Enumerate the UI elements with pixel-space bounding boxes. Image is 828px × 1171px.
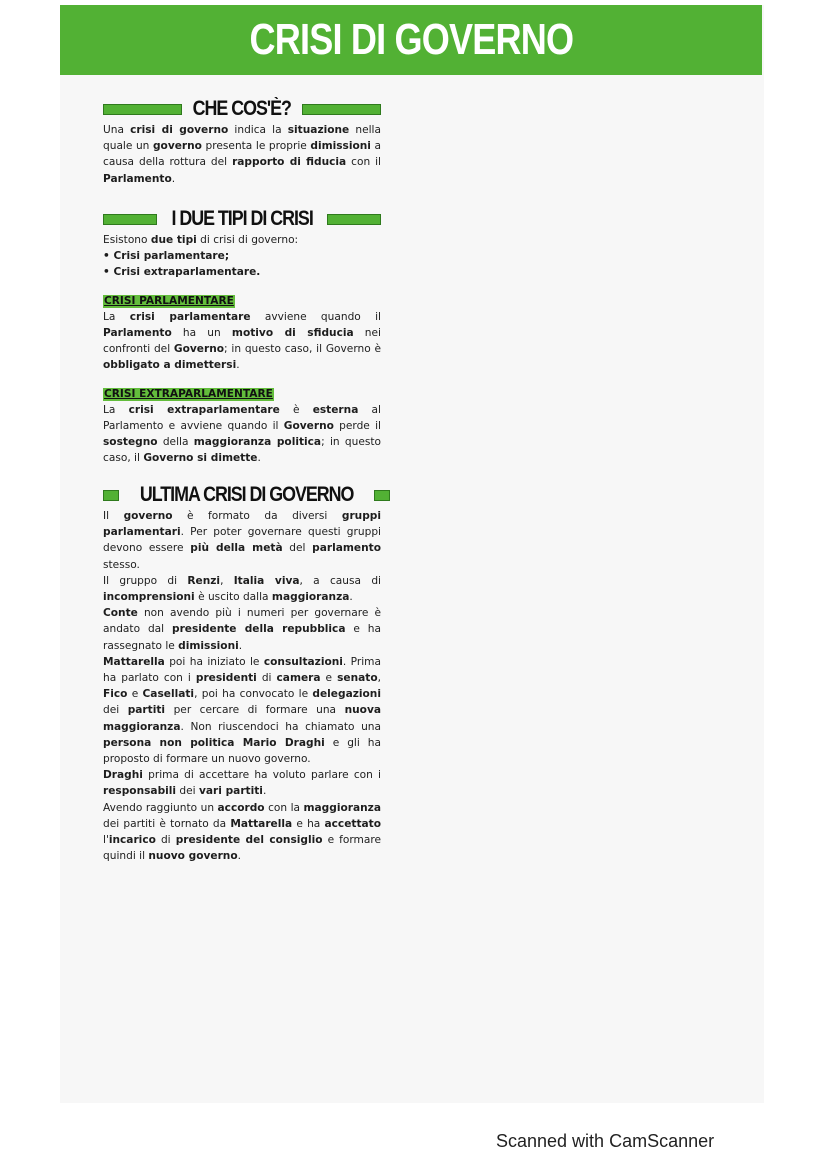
heading-bar-left bbox=[103, 104, 182, 115]
paragraph: Il governo è formato da diversi gruppi parlamentari. Per poter governare questi gruppi devono essere più della metà del parlamento stesso. Il gruppo di Renzi, Italia viva, a causa di incomprensioni è uscito dalla maggioranza. Conte non avendo più i numeri per governare è andato dal presidente della repubblica e ha rassegnato le dimissioni. Mattarella poi ha iniziato le consultazioni. Prima ha parlato con i presidenti di camera e senato, Fico e Casellati, poi ha convocato le delegazioni dei partiti per cercare di formare una nuova maggioranza. Non riuscendoci ha chiamato una persona non politica Mario Draghi e gli ha proposto di formare un nuovo governo. Draghi prima di accettare ha voluto parlare con i responsabili dei vari partiti. Avendo raggiunto un accordo con la maggioranza dei partiti è tornato da Mattarella e ha accettato l'incarico di presidente del consiglio e formare quindi il nuovo governo. bbox=[103, 510, 382, 863]
section-heading bbox=[103, 206, 381, 232]
subheading-extraparlamentare: CRISI EXTRAPARLAMENTARE bbox=[104, 387, 273, 400]
section-heading bbox=[103, 482, 381, 508]
heading-bar-left bbox=[103, 214, 157, 225]
paragraph: La crisi parlamentare avviene quando il Parlamento ha un motivo di sfiducia nei confronti del Governo; in questo caso, il Governo è obbligato a dimettersi. bbox=[103, 310, 381, 372]
heading-bar-right bbox=[327, 214, 381, 225]
section-title: ULTIMA CRISI DI GOVERNO bbox=[139, 483, 354, 506]
paragraph: La crisi extraparlamentare è esterna al Parlamento e avviene quando il Governo perde il sostegno della maggioranza politica; in questo caso, il Governo si dimette. bbox=[103, 403, 381, 465]
title-banner bbox=[60, 5, 762, 75]
section-title: CHE COS'È? bbox=[192, 97, 292, 120]
intro-paragraph: Esistono due tipi di crisi di governo: bbox=[103, 234, 299, 246]
section-what-is bbox=[103, 96, 381, 187]
section-title: I DUE TIPI DI CRISI bbox=[171, 207, 313, 230]
section-text bbox=[103, 122, 381, 187]
section-text bbox=[103, 508, 381, 864]
section-last-crisis bbox=[103, 482, 381, 864]
list-item: • Crisi parlamentare; bbox=[103, 250, 230, 263]
heading-bar-right bbox=[302, 104, 381, 115]
scanner-watermark: Scanned with CamScanner bbox=[496, 1131, 715, 1151]
section-heading bbox=[103, 96, 381, 122]
section-two-types bbox=[103, 206, 381, 467]
page-title: CRISI DI GOVERNO bbox=[249, 15, 573, 64]
heading-bar-right bbox=[374, 490, 390, 501]
subheading-parlamentare: CRISI PARLAMENTARE bbox=[104, 294, 234, 307]
section-text bbox=[103, 232, 381, 467]
list-item: • Crisi extraparlamentare. bbox=[103, 266, 261, 279]
heading-bar-left bbox=[103, 490, 119, 501]
paragraph: Una crisi di governo indica la situazione nella quale un governo presenta le proprie dimissioni a causa della rottura del rapporto di fiducia con il Parlamento. bbox=[103, 124, 382, 185]
